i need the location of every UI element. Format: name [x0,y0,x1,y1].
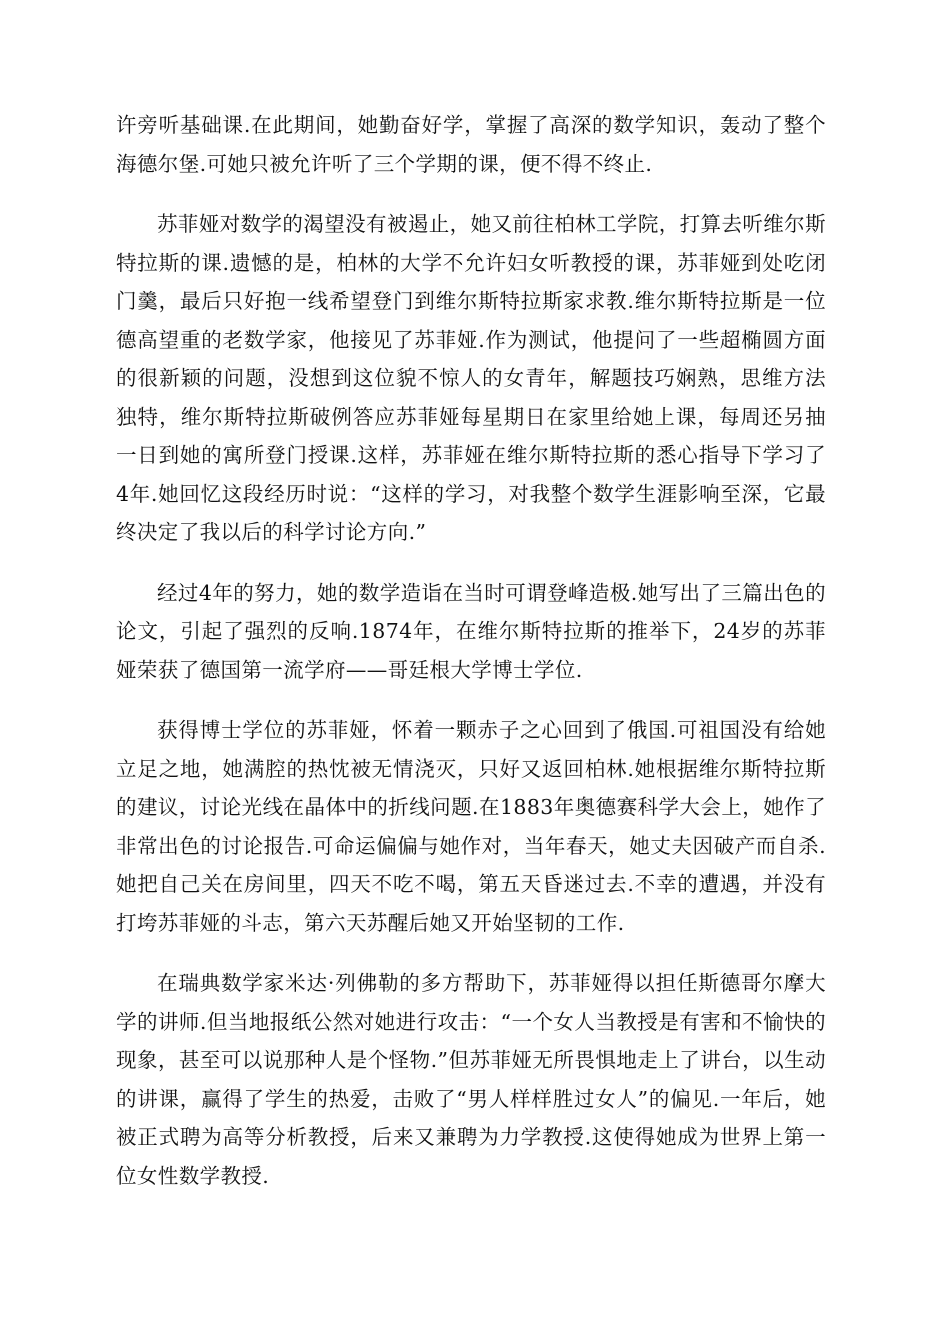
paragraph-doctorate: 经过4年的努力，她的数学造诣在当时可谓登峰造极.她写出了三篇出色的论文，引起了强烈的反响.1874年，在维尔斯特拉斯的推举下，24岁的苏菲娅荣获了德国第一流学府——哥廷根大学博士学位. [116,580,826,682]
paragraph-return-russia: 获得博士学位的苏菲娅，怀着一颗赤子之心回到了俄国.可祖国没有给她立足之地，她满腔的热忱被无情浇灭，只好又返回柏林.她根据维尔斯特拉斯的建议，讨论光线在晶体中的折线问题.在1883年奥德赛科学大会上，她作了非常出色的讨论报告.可命运偏偏与她作对，当年春天，她丈夫因破产而自杀.她把自己关在房间里，四天不吃不喝，第五天昏迷过去.不幸的遭遇，并没有打垮苏菲娅的斗志，第六天苏醒后她又开始坚韧的工作. [116,718,826,935]
paragraph-stockholm: 在瑞典数学家米达·列佛勒的多方帮助下，苏菲娅得以担任斯德哥尔摩大学的讲师.但当地报纸公然对她进行攻击：“一个女人当教授是有害和不愉快的现象，甚至可以说那种人是个怪物.”但苏菲娅无所畏惧地走上了讲台，以生动的讲课，赢得了学生的热爱，击败了“男人样样胜过女人”的偏见.一年后，她被正式聘为高等分析教授，后来又兼聘为力学教授.这使得她成为世界上第一位女性数学教授. [116,971,826,1188]
paragraph-berlin-study: 苏菲娅对数学的渴望没有被遏止，她又前往柏林工学院，打算去听维尔斯特拉斯的课.遗憾的是，柏林的大学不允许妇女听教授的课，苏菲娅到处吃闭门羹，最后只好抱一线希望登门到维尔斯特拉斯家求教.维尔斯特拉斯是一位德高望重的老数学家，他接见了苏菲娅.作为测试，他提问了一些超椭圆方面的很新颖的问题，没想到这位貌不惊人的女青年，解题技巧娴熟，思维方法独特，维尔斯特拉斯破例答应苏菲娅每星期日在家里给她上课，每周还另抽一日到她的寓所登门授课.这样，苏菲娅在维尔斯特拉斯的悉心指导下学习了4年.她回忆这段经历时说：“这样的学习，对我整个数学生涯影响至深，它最终决定了我以后的科学讨论方向.” [116,212,826,544]
paragraph-continuation: 许旁听基础课.在此期间，她勤奋好学，掌握了高深的数学知识，轰动了整个海德尔堡.可她只被允许听了三个学期的课，便不得不终止. [116,113,826,176]
